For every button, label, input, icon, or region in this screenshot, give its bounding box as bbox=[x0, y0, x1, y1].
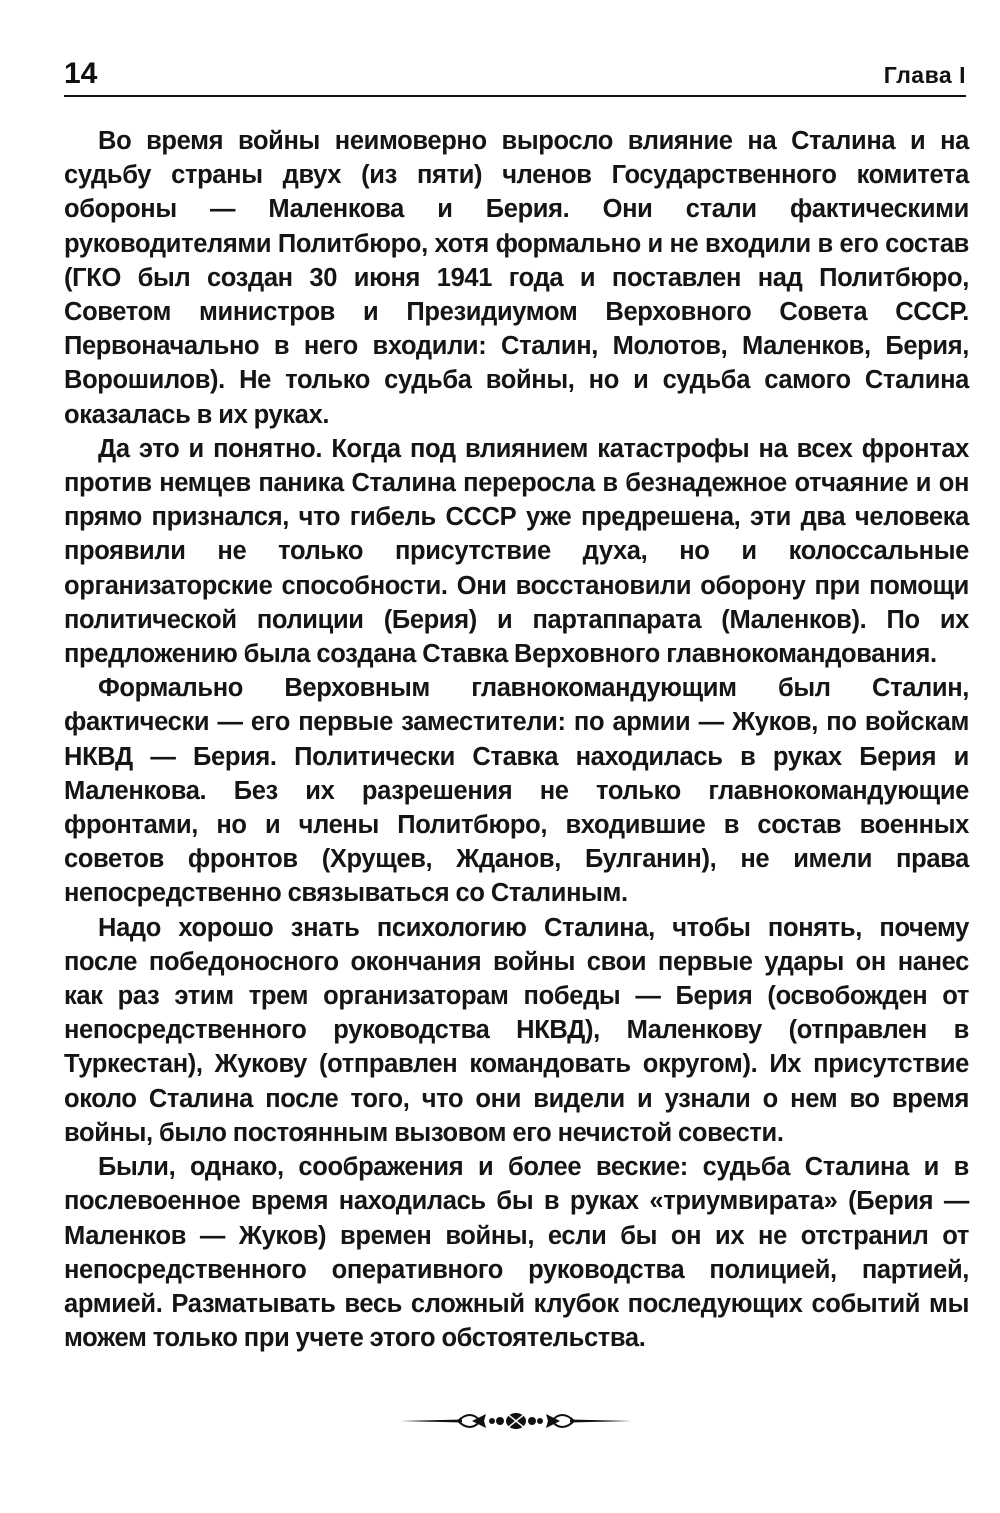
paragraph-4: Надо хорошо знать психологию Сталина, чтобы понять, почему после победоносного окончания войны свои первые удары он нанес как раз этим трем организаторам победы — Берия (освобожден от непосредственного руководства НКВД), Маленкову (отправлен в Туркестан), Жукову (отправлен командовать округом). Их присутствие около Сталина после того, что они видели и узнали о нем во время войны, было постоянным вызовом его нечистой совести. bbox=[64, 913, 969, 1147]
running-head bbox=[64, 56, 966, 96]
paragraph-5: Были, однако, соображения и более веские: судьба Сталина и в послевоенное время находилась бы в руках «триумвирата» (Берия — Маленков — Жуков) времен войны, если бы он их не отстранил от непосредственного оперативного руководства полицией, партией, армией. Разматывать весь сложный клубок последующих событий мы можем только при учете этого обстоятельства. bbox=[64, 1153, 969, 1353]
chapter-title: Глава I bbox=[883, 62, 966, 88]
paragraph-3: Формально Верховным главнокомандующим был Сталин, фактически — его первые заместители: по армии — Жуков, по войскам НКВД — Берия. Политически Ставка находилась в руках Берия и Маленкова. Без их разрешения не только главнокомандующие фронтами, но и члены Политбюро, входившие в состав военных советов фронтов (Хрущев, Жданов, Булганин), не имели права непосредственно связываться со Сталиным. bbox=[64, 674, 969, 908]
page-number: 14 bbox=[64, 57, 98, 90]
paragraph-1: Во время войны неимоверно выросло влияние на Сталина и на судьбу страны двух (из пяти) членов Государственного комитета обороны — Маленкова и Берия. Они стали фактическими руководителями Политбюро, хотя формально и не входили в его состав (ГКО был создан 30 июня 1941 года и поставлен над Политбюро, Советом министров и Президиумом Верховного Совета СССР. Первоначально в него входили: Сталин, Молотов, Маленков, Берия, Ворошилов). Не только судьба войны, но и судьба самого Сталина оказалась в их руках. bbox=[64, 127, 969, 429]
section-end-ornament-icon bbox=[400, 1408, 632, 1434]
paragraph-2: Да это и понятно. Когда под влиянием катастрофы на всех фронтах против немцев паника Сталина переросла в безнадежное отчаяние и он прямо признался, что гибель СССР уже предрешена, эти два человека проявили не только присутствие духа, но и колоссальные организаторские способности. Они восстановили оборону при помощи политической полиции (Берия) и партаппарата (Маленков). По их предложению была создана Ставка Верховного главнокомандования. bbox=[64, 434, 969, 669]
header-rule bbox=[64, 95, 966, 97]
body-text bbox=[64, 124, 969, 1355]
